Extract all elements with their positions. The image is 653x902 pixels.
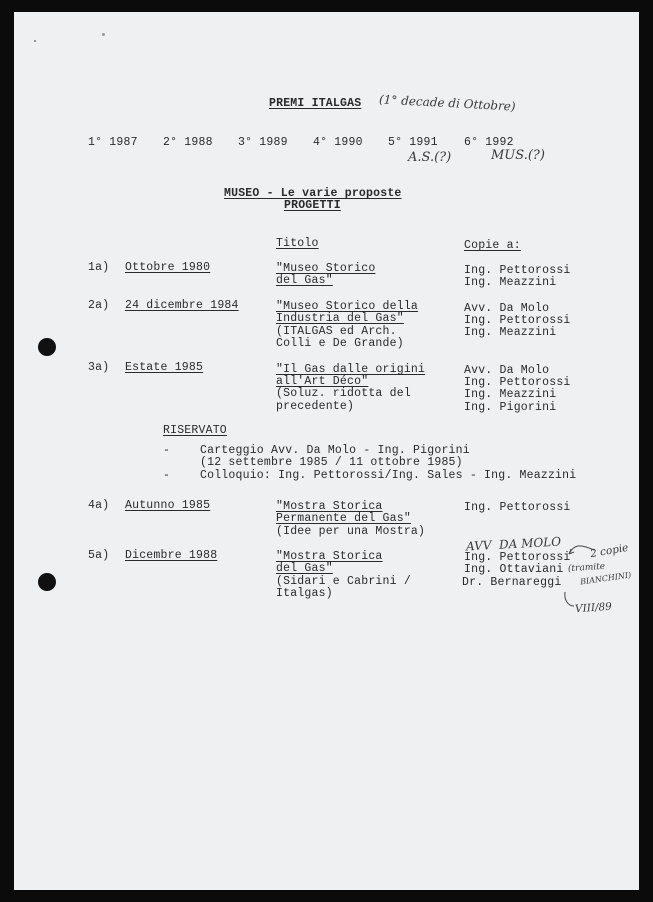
- entry-number: 5a): [88, 549, 110, 562]
- entry-title-line: Permanente del Gas": [276, 512, 411, 525]
- entry-copy-recipient: Ing. Meazzini: [464, 276, 557, 289]
- entry-date: Estate 1985: [125, 361, 204, 374]
- entry-copy-recipient: Ing. Meazzini: [464, 326, 557, 339]
- handwritten-tramite: (tramite: [567, 561, 606, 575]
- handwritten-two-copies: 2 copie: [589, 541, 630, 561]
- riservato-dash: -: [163, 469, 171, 482]
- entry-title-line: "Mostra Storica: [276, 500, 383, 513]
- entry-copy-recipient: Ing. Pigorini: [464, 401, 557, 414]
- document-title: PREMI ITALGAS: [269, 97, 362, 110]
- entry-date: Dicembre 1988: [125, 549, 218, 562]
- entry-title-line: Industria del Gas": [276, 312, 404, 325]
- year-label: 1° 1987: [88, 136, 138, 149]
- handwritten-bianchini: BIANCHINI): [579, 570, 632, 587]
- year-label: 2° 1988: [163, 136, 213, 149]
- entry-number: 4a): [88, 499, 110, 512]
- entry-number: 3a): [88, 361, 110, 374]
- entry-note-line: (Sidari e Cabrini /: [276, 575, 411, 588]
- entry-title-line: "Mostra Storica: [276, 550, 383, 563]
- entry-note-line: Colli e De Grande): [276, 337, 404, 350]
- entry-title-line: "Museo Storico: [276, 262, 376, 275]
- paper-speck: [102, 33, 105, 36]
- entry-copy-recipient: Ing. Pettorossi: [464, 314, 571, 327]
- entry-copy-recipient: Dr. Bernareggi: [462, 576, 562, 589]
- handwritten-year-note: MUS.(?): [491, 148, 545, 163]
- section-subtitle: PROGETTI: [284, 199, 341, 212]
- riservato-item-line: Colloquio: Ing. Pettorossi/Ing. Sales - Ing. Meazzini: [200, 469, 577, 482]
- year-label: 4° 1990: [313, 136, 363, 149]
- handwritten-avv-da-molo: AVV DA MOLO: [465, 534, 562, 554]
- entry-copy-recipient: Ing. Pettorossi: [464, 501, 571, 514]
- entry-note-line: (Soluz. ridotta del: [276, 387, 411, 400]
- entry-date: Autunno 1985: [125, 499, 211, 512]
- punch-hole-bottom: [38, 573, 56, 591]
- entry-date: 24 dicembre 1984: [125, 299, 239, 312]
- year-label: 6° 1992: [464, 136, 514, 149]
- entry-note-line: (Idee per una Mostra): [276, 525, 426, 538]
- handwritten-date-note: VIII/89: [574, 600, 613, 616]
- entry-copy-recipient: Ing. Pettorossi: [464, 376, 571, 389]
- entry-note-line: precedente): [276, 400, 355, 413]
- column-header-copie: Copie a:: [464, 239, 521, 252]
- handwritten-decade-note: (1° decade di Ottobre): [378, 92, 516, 114]
- entry-title-line: "Museo Storico della: [276, 300, 419, 313]
- section-title: MUSEO - Le varie proposte: [224, 187, 402, 200]
- entry-copy-recipient: Avv. Da Molo: [464, 364, 550, 377]
- entry-title-line: all'Art Déco": [276, 375, 369, 388]
- year-label: 5° 1991: [388, 136, 438, 149]
- riservato-item-line: (12 settembre 1985 / 11 ottobre 1985): [200, 456, 463, 469]
- entry-note-line: (ITALGAS ed Arch.: [276, 325, 397, 338]
- year-label: 3° 1989: [238, 136, 288, 149]
- entry-title-line: "Il Gas dalle origini: [276, 363, 426, 376]
- entry-date: Ottobre 1980: [125, 261, 211, 274]
- riservato-title: RISERVATO: [163, 424, 227, 437]
- entry-number: 1a): [88, 261, 110, 274]
- paper-speck: [34, 40, 36, 42]
- entry-number: 2a): [88, 299, 110, 312]
- column-header-titolo: Titolo: [276, 237, 319, 250]
- handwritten-year-note: A.S.(?): [408, 150, 452, 165]
- riservato-dash: -: [163, 444, 171, 457]
- entry-note-line: Italgas): [276, 587, 333, 600]
- entry-copy-recipient: Ing. Meazzini: [464, 388, 557, 401]
- entry-copy-recipient: Ing. Pettorossi: [464, 264, 571, 277]
- riservato-item-line: Carteggio Avv. Da Molo - Ing. Pigorini: [200, 444, 470, 457]
- entry-title-line: del Gas": [276, 274, 333, 287]
- entry-title-line: del Gas": [276, 562, 333, 575]
- entry-copy-recipient: Avv. Da Molo: [464, 302, 550, 315]
- entry-copy-recipient: Ing. Pettorossi: [464, 551, 571, 564]
- punch-hole-top: [38, 338, 56, 356]
- entry-copy-recipient: Ing. Ottaviani: [464, 563, 564, 576]
